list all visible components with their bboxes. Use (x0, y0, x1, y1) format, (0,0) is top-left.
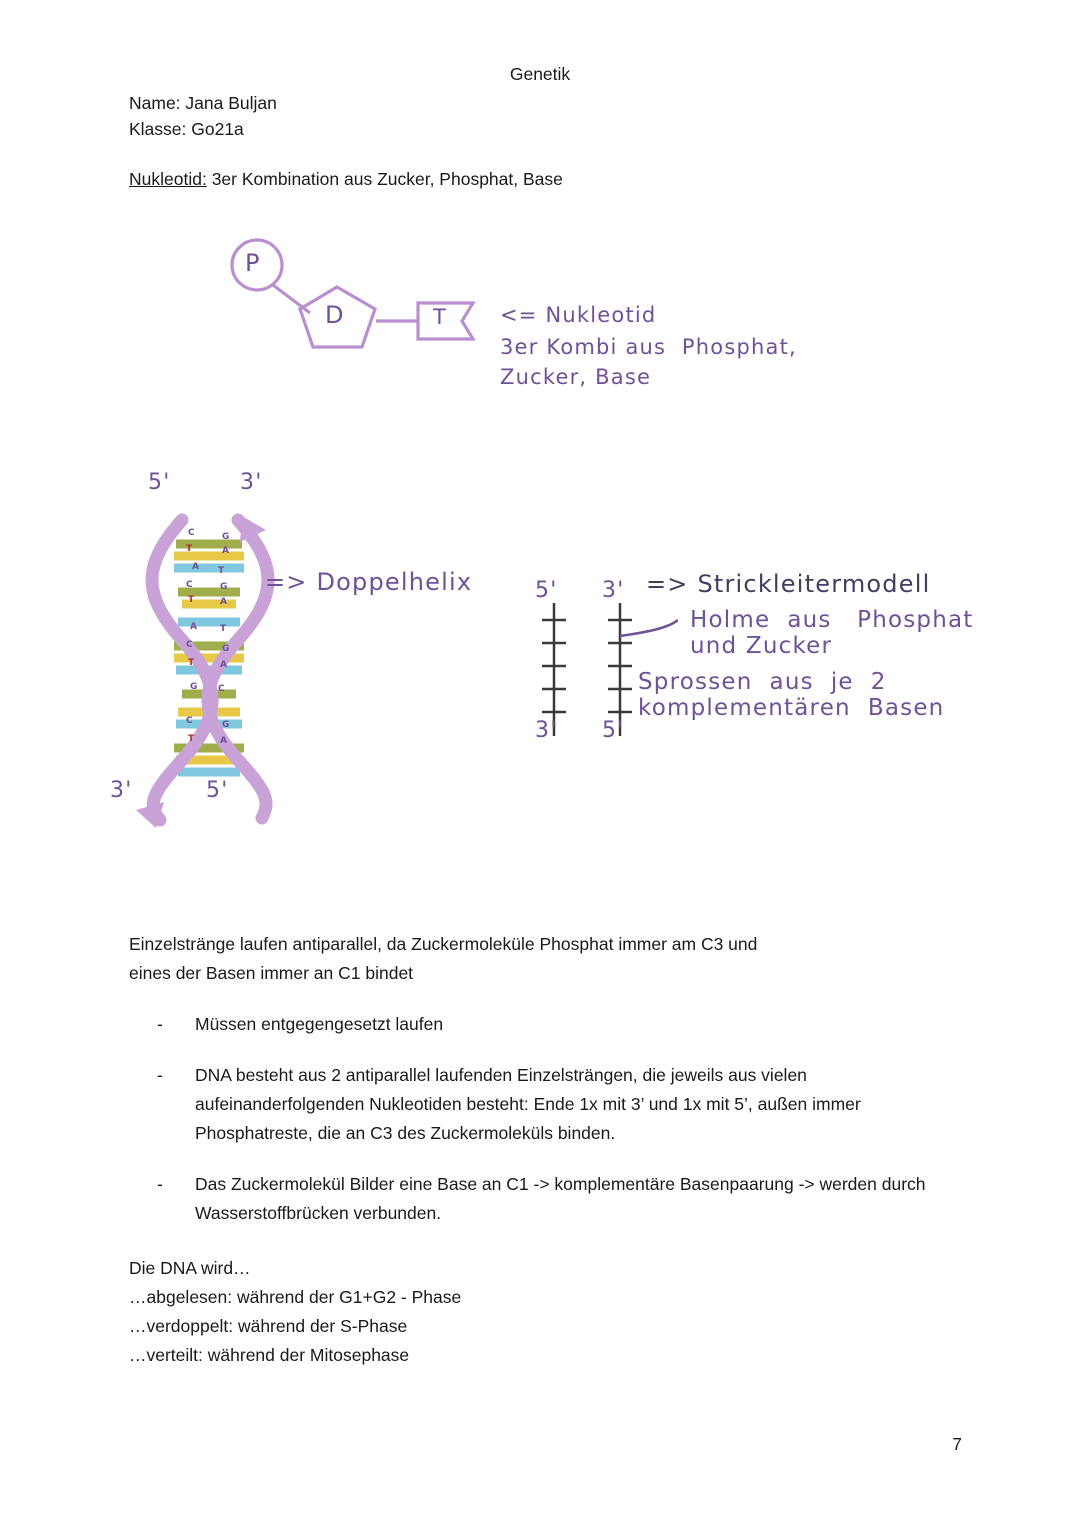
closing-line-1: Die DNA wird… (129, 1258, 251, 1278)
helix-label-3-prime-top: 3' (240, 470, 263, 495)
bullet-dash: - (157, 1014, 163, 1034)
ladder-label-3-prime-bottom: 3' (535, 718, 558, 743)
svg-text:A: A (220, 660, 227, 670)
svg-text:C: C (186, 640, 193, 650)
definition-term: Nukleotid: (129, 169, 207, 189)
list-item-text: DNA besteht aus 2 antiparallel laufenden Einzelsträngen, die jeweils aus vielen aufeinanderfolgenden Nukleotiden besteht: Ende 1x mit 3’ und 1x mit 5’, außen immer Phosphatreste, die an C3 des Zuckermoleküls binden. (195, 1065, 861, 1143)
ladder-note-holme-line1: Holme aus Phosphat (690, 607, 974, 633)
svg-text:G: G (190, 682, 198, 692)
ladder-label-5-prime-bottom: 5' (602, 718, 625, 743)
page-title: Genetik (509, 64, 571, 84)
bullet-dash: - (157, 1174, 163, 1194)
ladder-pointer-holme (620, 620, 678, 636)
list-item (129, 1061, 959, 1148)
ladder-note-sprossen-line2: komplementären Basen (638, 695, 945, 721)
ladder-label-3-prime-top: 3' (602, 578, 625, 603)
ladder-label-5-prime-top: 5' (535, 578, 558, 603)
svg-text:A: A (190, 622, 197, 632)
phosphate-label: P (245, 249, 261, 277)
annotation-nukleotid-line1: <= Nukleotid (500, 303, 657, 327)
svg-text:A: A (220, 736, 227, 746)
svg-text:T: T (188, 658, 195, 668)
svg-text:A: A (222, 546, 229, 556)
double-helix-drawing (130, 490, 360, 850)
list-item (129, 1170, 959, 1228)
svg-text:C: C (186, 580, 193, 590)
page-number: 7 (952, 1434, 962, 1454)
closing-line-4: …verteilt: während der Mitosephase (129, 1345, 410, 1365)
svg-text:G: G (222, 644, 230, 654)
svg-text:T: T (188, 734, 195, 744)
student-meta (129, 90, 277, 142)
annotation-nukleotid-line2: 3er Kombi aus Phosphat, (500, 335, 797, 359)
intro-line-2: eines der Basen immer an C1 bindet (129, 963, 414, 983)
helix-label-3-prime-bottom: 3' (110, 778, 133, 803)
svg-text:T: T (188, 595, 195, 605)
student-name: Name: Jana Buljan (129, 93, 277, 113)
ladder-note-holme-line2: und Zucker (690, 633, 833, 659)
bullet-list (129, 1010, 959, 1228)
definition-line (129, 169, 563, 190)
helix-label-5-prime-top: 5' (148, 470, 171, 495)
svg-text:C: C (188, 528, 195, 538)
annotation-nukleotid-line3: Zucker, Base (500, 365, 652, 389)
svg-text:A: A (220, 597, 227, 607)
svg-text:T: T (220, 624, 227, 634)
svg-text:T: T (218, 566, 225, 576)
svg-text:T: T (186, 544, 193, 554)
doppelhelix-label: => Doppelhelix (265, 568, 473, 596)
svg-text:A: A (192, 562, 199, 572)
closing-line-3: …verdoppelt: während der S-Phase (129, 1316, 408, 1336)
strickleiter-title: => Strickleitermodell (646, 570, 931, 598)
list-item-text: Das Zuckermolekül Bilder eine Base an C1 -> komplementäre Basenpaarung -> werden durch Wasserstoffbrücken verbunden. (195, 1174, 926, 1223)
svg-text:C: C (186, 716, 193, 726)
closing-block (129, 1254, 959, 1370)
intro-line-1: Einzelstränge laufen antiparallel, da Zuckermoleküle Phosphat immer am C3 und (129, 934, 758, 954)
helix-label-5-prime-bottom: 5' (206, 778, 229, 803)
ladder-rungs (542, 620, 632, 712)
svg-text:C: C (218, 684, 225, 694)
figure-helix-and-ladder (110, 470, 1010, 850)
phosphate-sugar-bond (273, 285, 310, 313)
student-class: Klasse: Go21a (129, 119, 244, 139)
closing-line-2: …abgelesen: während der G1+G2 - Phase (129, 1287, 462, 1307)
sugar-label: D (325, 301, 345, 329)
svg-text:G: G (222, 532, 230, 542)
list-item (129, 1010, 959, 1039)
figure-nucleotide (215, 225, 935, 410)
list-item-text: Müssen entgegengesetzt laufen (195, 1014, 444, 1034)
base-label: T (433, 305, 448, 329)
definition-text: 3er Kombination aus Zucker, Phosphat, Base (206, 169, 563, 189)
svg-text:G: G (222, 720, 230, 730)
svg-text:G: G (220, 582, 228, 592)
bullet-dash: - (157, 1065, 163, 1085)
ladder-note-sprossen-line1: Sprossen aus je 2 (638, 669, 887, 695)
body-text (129, 930, 959, 1370)
